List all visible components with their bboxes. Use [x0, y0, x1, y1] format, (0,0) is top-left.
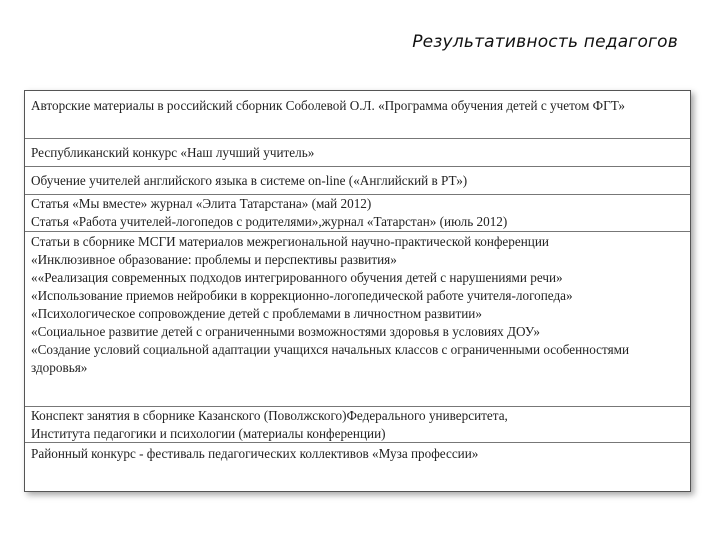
row-text: Института педагогики и психологии (материалы конференции) — [31, 426, 386, 441]
row-text: «Создание условий социальной адаптации учащихся начальных классов с ограниченными особенностями здоровья» — [31, 342, 630, 375]
row-text: «Инклюзивное образование: проблемы и перспективы развития» — [31, 252, 397, 267]
table-row — [25, 232, 690, 407]
table-row — [25, 443, 690, 491]
row-text: Авторские материалы в российский сборник Соболевой О.Л. «Программа обучения детей с учетом ФГТ» — [31, 98, 626, 113]
table-row — [25, 91, 690, 139]
row-text: Статья «Работа учителей-логопедов с родителями»,журнал «Татарстан» (июль 2012) — [31, 214, 508, 229]
row-text: «Социальное развитие детей с ограниченными возможностями здоровья в условиях ДОУ» — [31, 324, 540, 339]
table-row — [25, 139, 690, 167]
page-title: Результативность педагогов — [412, 32, 678, 52]
row-text: ««Реализация современных подходов интегрированного обучения детей с нарушениями речи» — [31, 270, 563, 285]
row-text: «Использование приемов нейробики в коррекционно-логопедической работе учителя-логопеда» — [31, 288, 573, 303]
row-text: Обучение учителей английского языка в системе on-line («Английский в РТ») — [31, 173, 468, 188]
row-text: Конспект занятия в сборнике Казанского (Поволжского)Федерального университета, — [31, 408, 508, 423]
table-row — [25, 167, 690, 195]
row-text: Статьи в сборнике МСГИ материалов межрегиональной научно-практической конференции — [31, 234, 549, 249]
results-table — [24, 90, 691, 492]
row-text: «Психологическое сопровождение детей с проблемами в личностном развитии» — [31, 306, 482, 321]
table-row — [25, 407, 690, 443]
row-text: Республиканский конкурс «Наш лучший учитель» — [31, 145, 315, 160]
table-row — [25, 195, 690, 232]
row-text: Статья «Мы вместе» журнал «Элита Татарстана» (май 2012) — [31, 196, 372, 211]
row-text: Районный конкурс - фестиваль педагогических коллективов «Муза профессии» — [31, 446, 479, 461]
